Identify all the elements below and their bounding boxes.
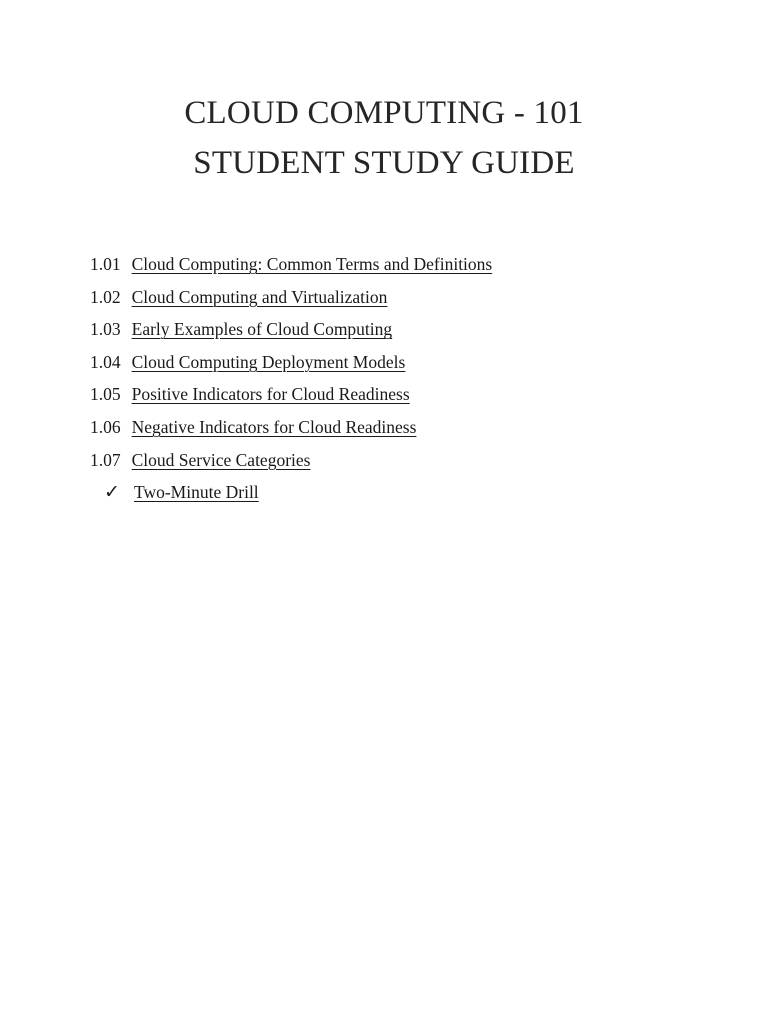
toc-number: 1.01 (90, 254, 121, 274)
title-line-1: CLOUD COMPUTING - 101 (184, 95, 584, 131)
toc-link-1-07[interactable] (90, 450, 310, 470)
toc-number: 1.06 (90, 416, 121, 437)
checkmark-icon: ✓ (104, 481, 120, 504)
toc-link-two-minute-drill[interactable]: Two-Minute Drill (134, 482, 259, 503)
toc-item-1-06 (90, 413, 492, 446)
toc-number: 1.05 (90, 384, 121, 405)
toc-label: Early Examples of Cloud Computing (131, 319, 393, 340)
toc-link-1-03[interactable] (90, 319, 392, 339)
toc-link-1-06[interactable] (90, 417, 416, 437)
table-of-contents (90, 250, 492, 511)
toc-link-1-01[interactable] (90, 254, 492, 274)
toc-number: 1.04 (90, 351, 121, 372)
toc-link-1-04[interactable] (90, 352, 405, 372)
toc-item-1-03 (90, 315, 492, 348)
toc-item-two-minute-drill (90, 478, 492, 511)
toc-item-1-02 (90, 283, 492, 316)
toc-number: 1.07 (90, 449, 121, 470)
page-title (0, 88, 768, 188)
toc-label: Cloud Computing: Common Terms and Definitions (131, 254, 493, 274)
toc-label: Positive Indicators for Cloud Readiness (131, 384, 410, 405)
toc-link-1-02[interactable] (90, 287, 387, 307)
title-line-2: STUDENT STUDY GUIDE (193, 145, 575, 181)
toc-link-1-05[interactable] (90, 384, 410, 404)
toc-label: Cloud Computing Deployment Models (131, 351, 406, 372)
toc-item-1-05 (90, 380, 492, 413)
toc-item-1-07 (90, 446, 492, 479)
toc-number: 1.02 (90, 286, 121, 307)
toc-item-1-01 (90, 250, 492, 283)
toc-label: Cloud Service Categories (131, 449, 311, 470)
toc-label: Cloud Computing and Virtualization (131, 286, 388, 307)
toc-label: Negative Indicators for Cloud Readiness (131, 416, 417, 437)
toc-number: 1.03 (90, 319, 121, 340)
toc-item-1-04 (90, 348, 492, 381)
